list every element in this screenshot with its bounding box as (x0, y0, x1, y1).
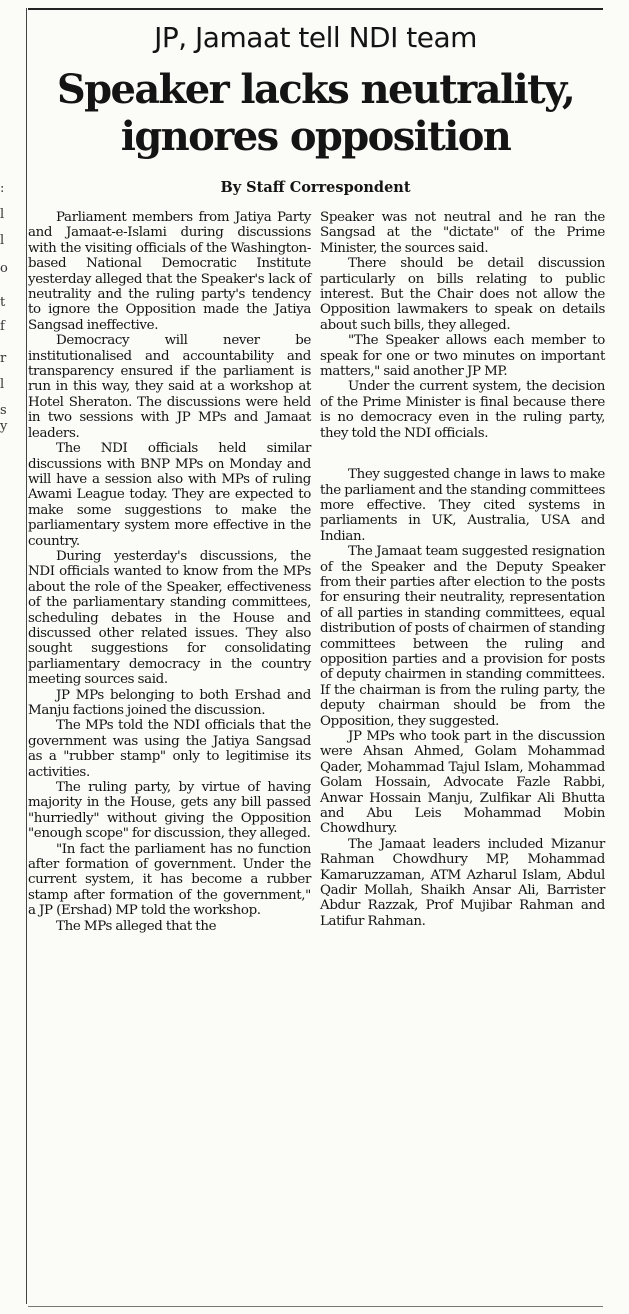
byline: By Staff Correspondent (220, 179, 411, 196)
paragraph: "In fact the parliament has no function after formation of government. Under the current system, it has become a rubber stamp after formation of the government," a JP (Ershad) MP told the workshop. (28, 841, 311, 919)
article-headline (28, 66, 603, 160)
paragraph-continued: Speaker was not neutral and he ran the Sangsad at the "dictate" of the Prime Minister, the sources said. (320, 210, 605, 256)
article-kicker: JP, Jamaat tell NDI team (154, 21, 477, 54)
paragraph: The MPs alleged that the (56, 918, 217, 934)
bottom-rule (28, 1306, 603, 1307)
top-rule (28, 8, 603, 10)
paragraph: Under the current system, the decision of the Prime Minister is final because there is no democracy even in the ruling party, they told the NDI officials. (320, 379, 605, 441)
margin-fragment: f (0, 319, 5, 334)
paragraph: JP MPs belonging to both Ershad and Manju factions joined the discussion. (28, 687, 311, 718)
margin-fragment: : (0, 181, 5, 196)
margin-fragment: y (0, 419, 8, 434)
headline-line: Speaker lacks neutrality, (56, 66, 575, 113)
margin-fragment: o (0, 261, 8, 276)
margin-fragment: t (0, 295, 6, 310)
paragraph: They suggested change in laws to make the parliament and the standing committees more effective. They cited systems in parliaments in UK, Australia, USA and Indian. (320, 467, 605, 544)
paragraph: Parliament members from Jatiya Party and Jamaat-e-Islami during discussions with the visiting officials of the Washington-based National Democratic Institute yesterday alleged that the Speaker's lack of neutrality and the ruling party's tendency to ignore the Opposition made the Jatiya Sangsad ineffective. (28, 210, 311, 333)
headline-line: ignores opposition (120, 113, 511, 160)
paragraph: The NDI officials held similar discussions with BNP MPs on Monday and will have a session also with MPs of ruling Awami League today. They are expected to make some suggestions to make the parliamentary system more effective in the country. (28, 441, 311, 549)
body-column-right (320, 210, 605, 929)
margin-fragment: l (0, 207, 5, 222)
margin-fragment: l (0, 377, 5, 392)
paragraph: "The Speaker allows each member to speak for one or two minutes on important matters," said another JP MP. (320, 333, 605, 380)
paragraph: The MPs told the NDI officials that the government was using the Jatiya Sangsad as a "rubber stamp" only to legitimise its activities. (28, 718, 311, 780)
margin-fragment: l (0, 233, 5, 248)
column-divider-left (26, 8, 27, 1304)
paragraph: During yesterday's discussions, the NDI officials wanted to know from the MPs about the role of the Speaker, effectiveness of the parliamentary standing committees, scheduling debates in the House and discussed other related issues. They also sought suggestions for consolidating parliamentary democracy in the country meeting sources said. (28, 548, 311, 688)
margin-fragment: r (0, 351, 7, 366)
paragraph: The Jamaat team suggested resignation of the Speaker and the Deputy Speaker from their parties after election to the posts for ensuring their neutrality, representation of all parties in standing committees, equal distribution of posts of chairmen of standing committees between the ruling and opposition parties and a provision for posts of deputy chairmen in standing committees. If the chairman is from the ruling party, the deputy chairman should be from the Opposition, they suggested. (320, 544, 605, 729)
paragraph: Democracy will never be institutionalised and accountability and transparency ensured if the parliament is run in this way, they said at a workshop at Hotel Sheraton. The discussions were held in two sessions with JP MPs and Jamaat leaders. (28, 333, 311, 441)
paragraph: The Jamaat leaders included Mizanur Rahman Chowdhury MP, Mohammad Kamaruzzaman, ATM Azharul Islam, Abdul Qadir Mollah, Shaikh Ansar Ali, Barrister Abdur Razzak, Prof Mujibar Rahman and Latifur Rahman. (320, 836, 605, 929)
paragraph: The ruling party, by virtue of having majority in the House, gets any bill passed "hurriedly" without giving the Opposition "enough scope" for discussion, they alleged. (28, 780, 311, 842)
body-column-left (28, 210, 311, 934)
margin-fragment: s (0, 403, 7, 418)
paragraph: There should be detail discussion particularly on bills relating to public interest. But the Chair does not allow the Opposition lawmakers to speak on details about such bills, they alleged. (320, 256, 605, 333)
paragraph: JP MPs who took part in the discussion were Ahsan Ahmed, Golam Mohammad Qader, Mohammad Tajul Islam, Mohammad Golam Hossain, Advocate Fazle Rabbi, Anwar Hossain Manju, Zulfikar Ali Bhutta and Abu Leis Mohammad Mobin Chowdhury. (320, 729, 605, 837)
